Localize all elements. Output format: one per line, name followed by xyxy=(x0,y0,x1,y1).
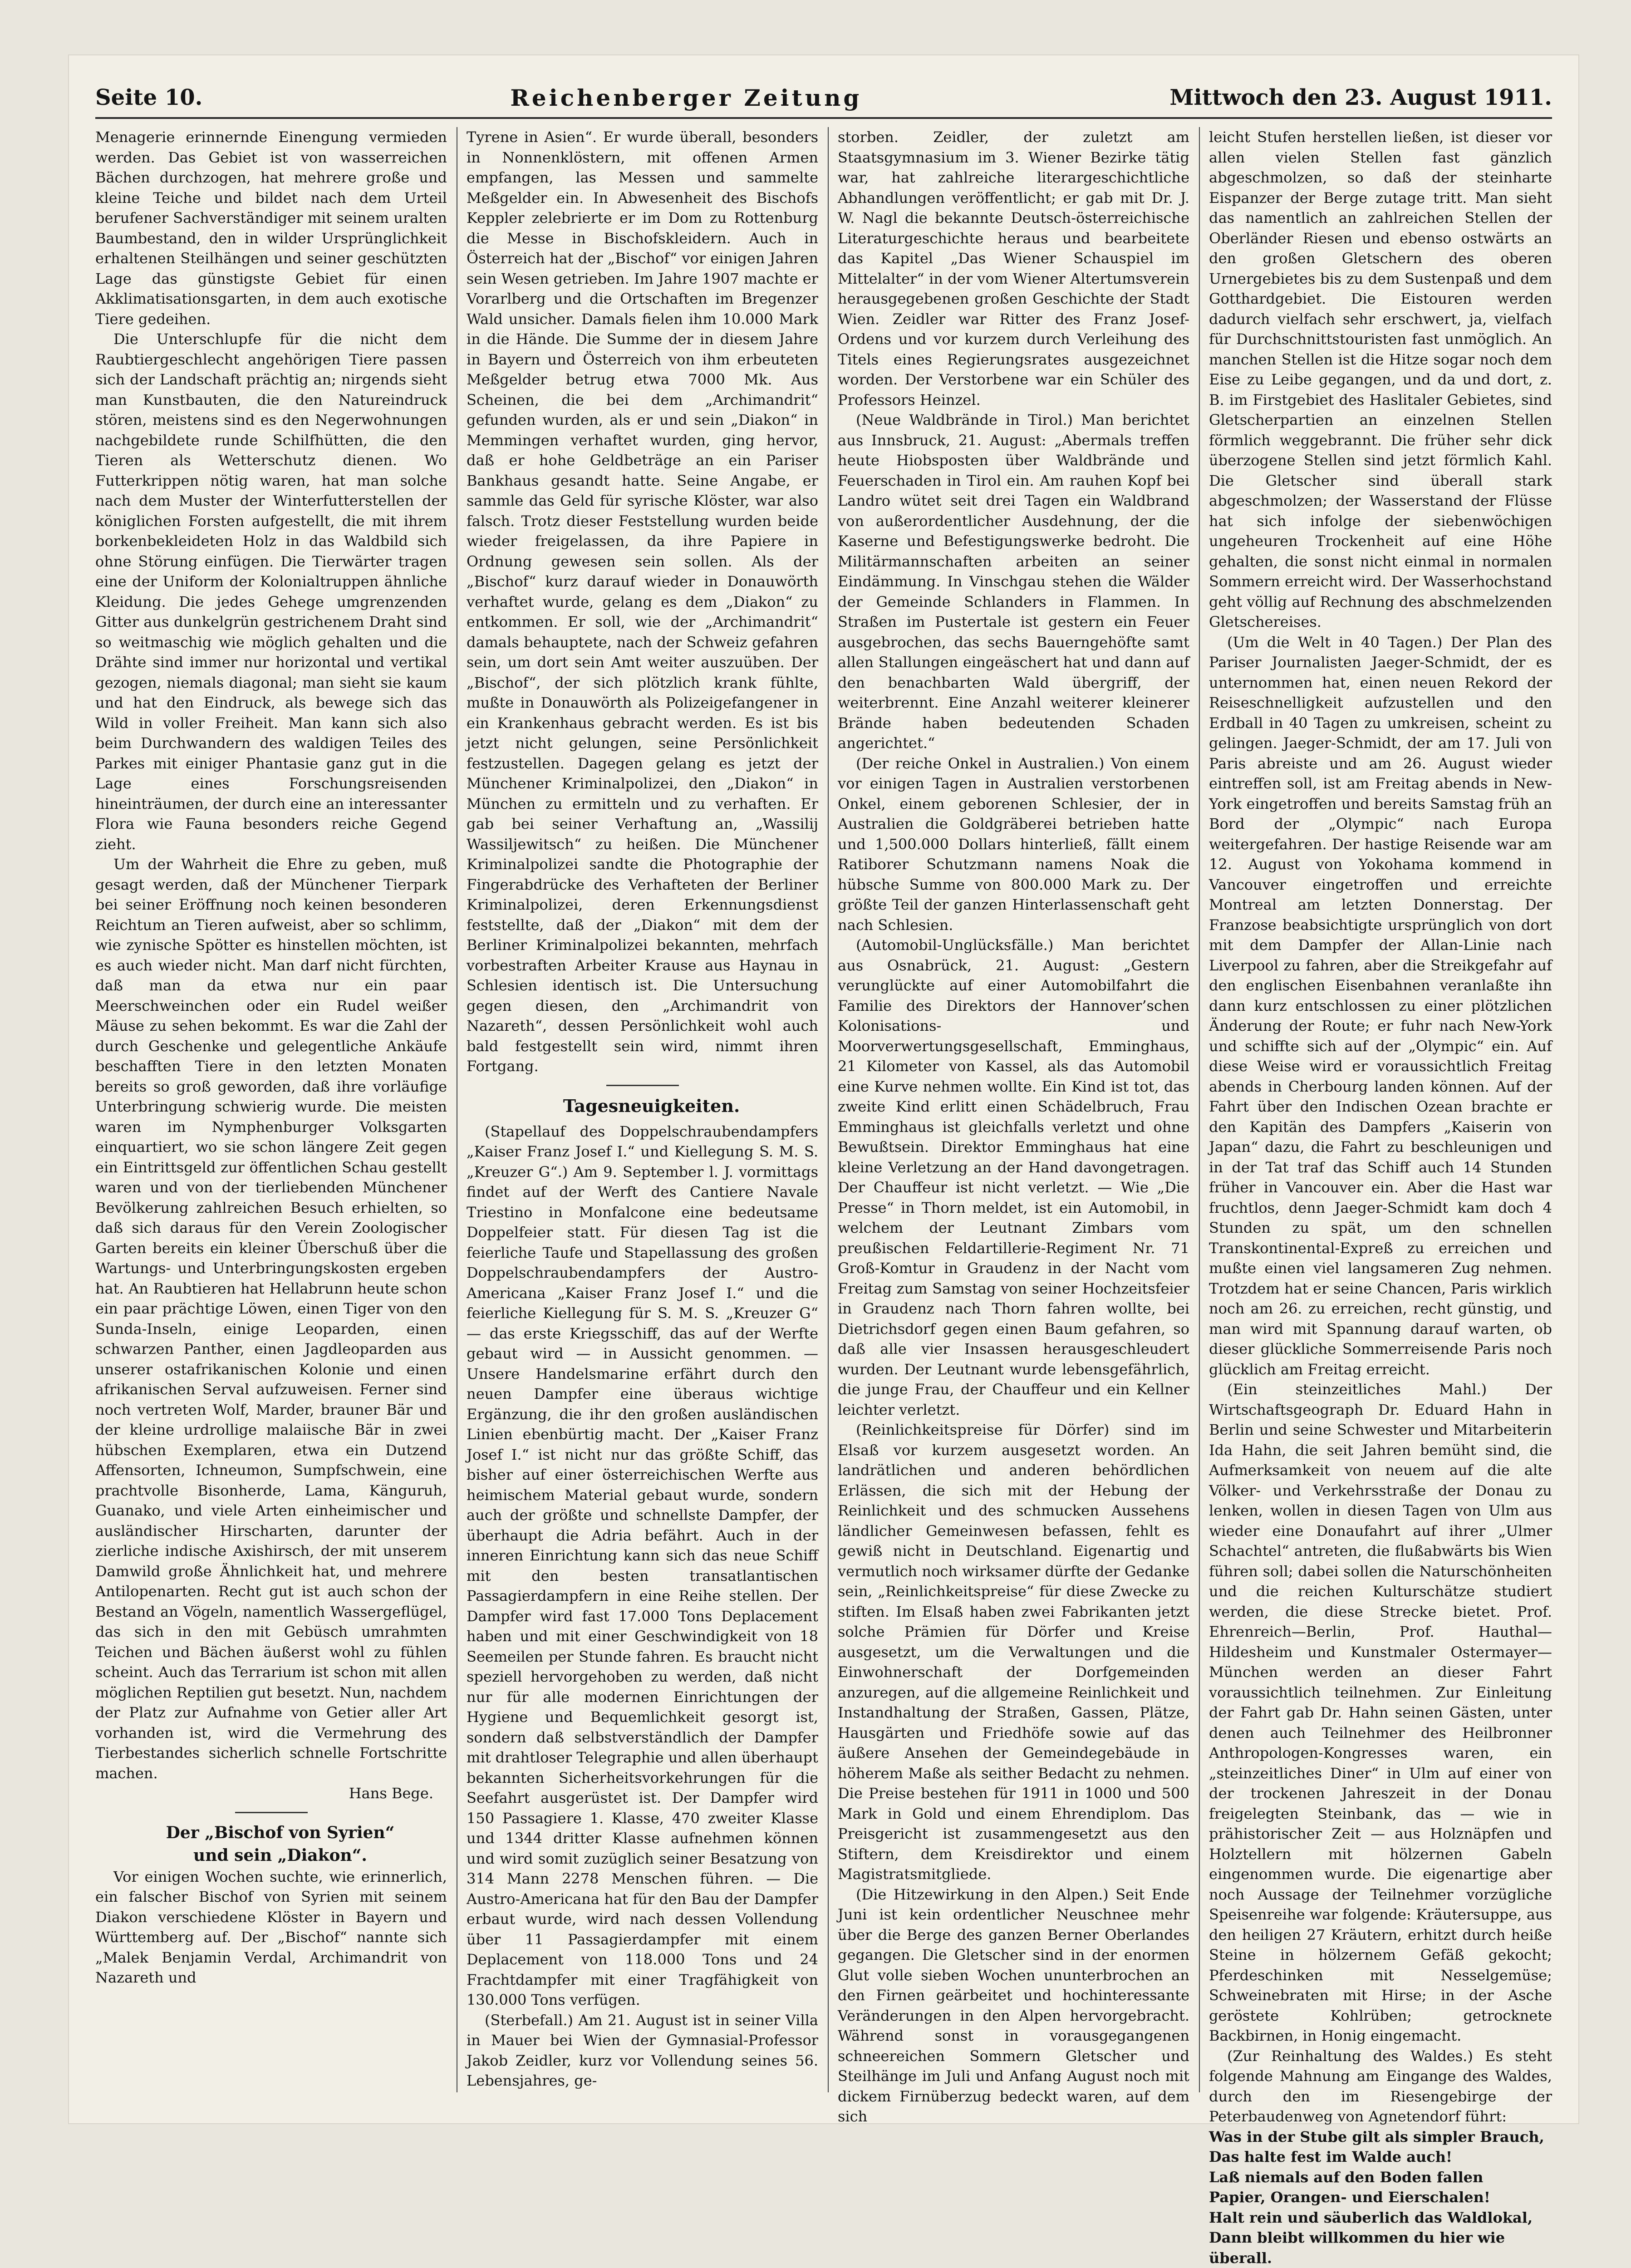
article-bishop-continued: Tyrene in Asien“. Er wurde überall, besonders in Nonnenklöstern, mit offenen Armen empfangen, las Messen und sammelte Meßgelder ein. In Abwesenheit des Bischofs Keppler zelebrierte er im Dom zu Rottenburg die Messe in Bischofskleidern. Auch in Österreich hat der „Bischof“ vor einigen Jahren sein Wesen getrieben. Im Jahre 1907 machte er Vorarlberg und die Ortschaften im Bregenzer Wald unsicher. Damals fielen ihm 10.000 Mark in die Hände. Die Summe der in diesem Jahre in Bayern und Österreich von ihm erbeuteten Meßgelder betrug etwa 7000 Mk. Aus Scheinen, die bei dem „Archimandrit“ gefunden wurden, als er und sein „Diakon“ in Memmingen verhaftet wurden, ging hervor, daß er hohe Geldbeträge an ein Pariser Bankhaus gesandt hatte. Seine Angabe, er sammle das Geld für syrische Klöster, war also falsch. Trotz dieser Feststellung wurden beide wieder freigelassen, da ihre Papiere in Ordnung gewesen sein sollen. Als der „Bischof“ kurz darauf wieder in Donauwörth verhaftet wurde, gelang es dem „Diakon“ zu entkommen. Er soll, wie der „Archimandrit“ damals behauptete, nach der Schweiz gefahren sein, um dort sein Amt weiter auszuüben. Der „Bischof“, der sich plötzlich krank fühlte, mußte in Donauwörth als Polizeigefangener in ein Krankenhaus gebracht werden. Es ist bis jetzt nicht gelungen, seine Persönlichkeit festzustellen. Dagegen gelang es jetzt der Münchener Kriminalpolizei, den „Diakon“ in München zu ermitteln und zu verhaften. Er gab bei seiner Verhaftung an, „Wassilij Wassiljewitsch“ zu heißen. Die Münchener Kriminalpolizei sandte die Photographie der Fingerabdrücke des Verhafteten der Berliner Kriminalpolizei, deren Erkennungsdienst feststellte, daß der „Diakon“ mit dem der Berliner Kriminalpolizei bekannten, mehrfach vorbestraften Arbeiter Krause aus Haynau in Schlesien identisch ist. Die Untersuchung gegen diesen, den „Archimandrit von Nazareth“, dessen Persönlichkeit wohl auch bald festgestellt sein wird, nimmt ihren Fortgang. xyxy=(467,128,818,1075)
column-1 xyxy=(95,127,447,2092)
newspaper-page xyxy=(68,54,1579,2267)
news-item: (Stapellauf des Doppelschraubendampfers „Kaiser Franz Josef I.“ und Kiellegung S. M. S. „Kreuzer G“.) Am 9. September l. J. vormittags findet auf der Werft des Cantiere Navale Triestino in Monfalcone eine bedeutsame Doppelfeier statt. Für diesen Tag ist die feierliche Taufe und Stapellassung des großen Doppelschraubendampfers der Austro-Americana „Kaiser Franz Josef I.“ und die feierliche Kiellegung für S. M. S. „Kreuzer G“ — das erste Kriegsschiff, das auf der Werfte gebaut wird — in Aussicht genommen. — Unsere Handelsmarine erfährt durch den neuen Dampfer eine überaus wichtige Ergänzung, die ihr den großen ausländischen Linien ebenbürtig macht. Der „Kaiser Franz Josef I.“ ist nicht nur das größte Schiff, das bisher auf einer österreichischen Werfte aus heimischem Material gebaut wurde, sondern auch der größte und schnellste Dampfer, der überhaupt die Adria befährt. Auch in der inneren Einrichtung kann sich das neue Schiff mit den besten transatlantischen Passagierdampfern in eine Reihe stellen. Der Dampfer wird fast 17.000 Tons Deplacement haben und mit einer Geschwindigkeit von 18 Seemeilen per Stunde fahren. Es braucht nicht speziell hervorgehoben zu werden, daß nicht nur für alle modernen Einrichtungen der Hygiene und Bequemlichkeit gesorgt ist, sondern daß selbstverständlich der Dampfer mit drahtloser Telegraphie und allen überhaupt bekannten Sicherheitsvorkehrungen für die Seefahrt ausgerüstet ist. Der Dampfer wird 150 Passagiere 1. Klasse, 470 zweiter Klasse und 1344 dritter Klasse aufnehmen können und wird somit zuzüglich seiner Besatzung von 314 Mann 2278 Menschen führen. — Die Austro-Americana hat für den Bau der Dampfer erbaut wurde, wird nach dessen Vollendung über 11 Passagierdampfer mit einem Deplacement von 118.000 Tons und 24 Frachtdampfer mit einer Tragfähigkeit von 130.000 Tons verfügen. xyxy=(467,1122,818,2008)
column-2 xyxy=(467,127,818,2092)
news-item: (Der reiche Onkel in Australien.) Von einem vor einigen Tagen in Australien verstorbenen Onkel, einem geborenen Schlesier, der in Australien die Goldgräberei betrieben hatte und 1,500.000 Dollars hinterließ, fällt einem Ratiborer Schutzmann namens Noak die hübsche Summe von 800.000 Mark zu. Der größte Teil der ganzen Hinterlassenschaft geht nach Schlesien. xyxy=(838,754,1189,934)
page-number: Seite 10. xyxy=(95,85,203,110)
news-item: (Um die Welt in 40 Tagen.) Der Plan des Pariser Journalisten Jaeger-Schmidt, der es unternommen hat, einen neuen Rekord der Reiseschnelligkeit aufzustellen und den Erdball in 40 Tagen zu umkreisen, scheint zu gelingen. Jaeger-Schmidt, der am 17. Juli von Paris abreiste und am 26. August wieder eintreffen soll, ist am Freitag abends in New-York eingetroffen und bereits Samstag früh an Bord der „Olympic“ nach Europa weitergefahren. Der hastige Reisende war am 12. August von Yokohama kommend in Vancouver eingetroffen und erreichte Montreal am letzten Donnerstag. Der Franzose beabsichtigte ursprünglich von dort mit dem Dampfer der Allan-Linie nach Liverpool zu fahren, aber die Streikgefahr auf den englischen Eisenbahnen veranlaßte ihn dann kurz entschlossen zu einer plötzlichen Änderung der Route; er fuhr nach New-York und schiffte sich auf der „Olympic“ ein. Auf diese Weise wird er voraussichtlich Freitag abends in Cherbourg landen können. Auf der Fahrt über den Indischen Ozean brachte er den Kapitän des Dampfers „Kaiserin von Japan“ dazu, die Fahrt zu beschleunigen und in der Tat traf das Schiff auch 14 Stunden früher in Vancouver ein. Aber die Hast war fruchtlos, denn Jaeger-Schmidt kam doch 4 Stunden zu spät, um den schnellen Transkontinental-Expreß zu erreichen und mußte einen viel langsameren Zug nehmen. Trotzdem hat er seine Chancen, Paris wirklich noch am 26. zu erreichen, recht günstig, und man wird mit Spannung darauf warten, ob dieser glückliche Sommerreisende Paris noch glücklich am Freitag erreicht. xyxy=(1209,633,1552,1378)
divider xyxy=(235,1812,308,1813)
news-item: (Die Hitzewirkung in den Alpen.) Seit Ende Juni ist kein ordentlicher Neuschnee mehr über die Berge des ganzen Berner Oberlandes gegangen. Die Gletscher sind in der enormen Glut volle sieben Wochen ununterbrochen an den Firnen geärbeitet und hochinteressante Veränderungen in den Alpen hervorgebracht. Während sonst in vorausgegangenen schneereichen Sommern Gletscher und Steilhänge im Juli und Anfang August noch mit dickem Firnüberzug bedeckt waren, auf dem sich xyxy=(838,1885,1189,2125)
news-item: (Reinlichkeitspreise für Dörfer) sind im Elsaß vor kurzem ausgesetzt worden. An landrätlichen und anderen behördlichen Erlässen, die sich mit der Hebung der Reinlichkeit und des schmucken Aussehens ländlicher Gemeinwesen befassen, fehlt es gewiß nicht in Deutschland. Eigenartig und vermutlich noch wirksamer dürfte der Gedanke sein, „Reinlichkeitspreise“ für diese Zwecke zu stiften. Im Elsaß haben zwei Fabrikanten jetzt solche Prämien für Dörfer und Kreise ausgesetzt, um die Verwaltungen und die Einwohnerschaft der Dorfgemeinden anzuregen, auf die allgemeine Reinlichkeit und Instandhaltung der Straßen, Gassen, Plätze, Hausgärten und Friedhöfe sowie auf das äußere Ansehen der Gemeindegebäude in höherem Maße als seither Bedacht zu nehmen. Die Preise bestehen für 1911 in 1000 und 500 Mark in Gold und einem Ehrendiplom. Das Preisgericht ist zusammengesetzt aus den Stiftern, dem Kreisdirektor und einem Magistratsmitgliede. xyxy=(838,1421,1189,1883)
column-separator xyxy=(1199,127,1200,2092)
verse-line: Dann bleibt willkommen du hier wie überall. xyxy=(1209,2229,1505,2267)
header-rule xyxy=(95,117,1552,119)
verse-line: Halt rein und säuberlich das Waldlokal, xyxy=(1209,2209,1533,2226)
article-zoo-continued: Menagerie erinnernde Einengung vermieden werden. Das Gebiet ist von wasserreichen Bächen durchzogen, hat mehrere große und kleine Teiche und bildet nach dem Urteil berufener Sachverständiger mit seinem uralten Baumbestand, den in wilder Ursprünglichkeit erhaltenen Steilhängen und seiner geschützten Lage das günstigste Gebiet für einen Akklimatisationsgarten, in dem auch exotische Tiere gedeihen. xyxy=(95,128,447,328)
article-title-line: und sein „Diakon“. xyxy=(193,1845,367,1865)
divider xyxy=(606,1085,679,1086)
issue-date: Mittwoch den 23. August 1911. xyxy=(1169,85,1552,110)
column-area xyxy=(95,127,1552,2267)
author-signature: Hans Bege. xyxy=(349,1785,433,1802)
column-separator xyxy=(828,127,829,2092)
newspaper-title: Reichenberger Zeitung xyxy=(510,84,862,111)
column-3 xyxy=(838,127,1189,2125)
article-zoo-paragraph: Die Unterschlupfe für die nicht dem Raubtiergeschlecht angehörigen Tiere passen sich der Landschaft prächtig an; nirgends sieht man Kunstbauten, die den Natureindruck stören, meistens sind es den Negerwohnungen nachgebildete runde Schilfhütten, die den Tieren als Wetterschutz dienen. Wo Futterkrippen nötig waren, hat man solche nach dem Muster der Winterfutterstellen der königlichen Forsten aufgestellt, die mit ihrem borkenbekleideten Holz in das Waldbild sich ohne Störung einfügen. Die Tierwärter tragen eine der Uniform der Kolonialtruppen ähnliche Kleidung. Die jedes Gehege umgrenzenden Gitter aus dunkelgrün gestrichenem Draht sind so weitmaschig wie möglich gehalten und die Drähte sind immer nur horizontal und vertikal gezogen, niemals diagonal; man sieht sie kaum und hat den Eindruck, als bewege sich das Wild in voller Freiheit. Man kann sich also beim Durchwandern des waldigen Teiles des Parkes mit einiger Phantasie ganz gut in die Lage eines Forschungsreisenden hineinträumen, der durch eine an interessanter Flora wie Fauna besonders reiche Gegend zieht. xyxy=(95,330,447,853)
column-4 xyxy=(1209,127,1552,2267)
news-item-continued: storben. Zeidler, der zuletzt am Staatsgymnasium im 3. Wiener Bezirke tätig war, hat zahlreiche literargeschichtliche Abhandlungen veröffentlicht; er gab mit Dr. J. W. Nagl die bekannte Deutsch-österreichische Literaturgeschichte heraus und bearbeitete das Kapitel „Das Wiener Schauspiel im Mittelalter“ in der vom Wiener Altertumsverein herausgegebenen großen Geschichte der Stadt Wien. Zeidler war Ritter des Franz Josef-Ordens und vor kurzem durch Verleihung des Titels eines Regierungsrates ausgezeichnet worden. Der Verstorbene war ein Schüler des Professors Heinzel. xyxy=(838,128,1189,408)
page-header xyxy=(95,82,1552,113)
news-item: (Sterbefall.) Am 21. August ist in seiner Villa in Mauer bei Wien der Gymnasial-Professor Jakob Zeidler, kurz vor Vollendung seines 56. Lebensjahres, ge- xyxy=(467,2011,818,2089)
news-item-continued: leicht Stufen herstellen ließen, ist dieser vor allen vielen Stellen fast gänzlich abgeschmolzen, so daß der steinharte Eispanzer der Berge zutage tritt. Man sieht das namentlich an zahlreichen Stellen der Oberländer Riesen und ebenso ostwärts an den großen Gletschern des oberen Urnergebietes bis zu dem Sustenpaß und dem Gotthardgebiet. Die Eistouren werden dadurch vielfach sehr erschwert, ja, vielfach für Durchschnittstouristen fast unmöglich. An manchen Stellen ist die Hitze sogar noch dem Eise zu Leibe gegangen, und da und dort, z. B. im Firstgebiet des Haslitaler Gebietes, sind Gletscherpartien an einzelnen Stellen förmlich weggebrannt. Die früher sehr dick überzogene Stellen sind jetzt förmlich Kahl. Die Gletscher sind überall stark abgeschmolzen; der Wasserstand der Flüsse hat sich infolge der siebenwöchigen ungeheuren Trockenheit auf eine Höhe gehalten, die sonst nicht einmal in normalen Sommern erreicht wird. Der Wasserhochstand geht völlig auf Rechnung des abschmelzenden Gletschereises. xyxy=(1209,128,1552,630)
verse-line: Papier, Orangen- und Eierschalen! xyxy=(1209,2189,1490,2206)
article-bishop-paragraph: Vor einigen Wochen suchte, wie erinnerlich, ein falscher Bischof von Syrien mit seinem Diakon verschiedene Klöster in Bayern und Württemberg auf. Der „Bischof“ nannte sich „Malek Benjamin Verdal, Archimandrit von Nazareth und xyxy=(95,1868,447,1986)
article-zoo-paragraph: Um der Wahrheit die Ehre zu geben, muß gesagt werden, daß der Münchener Tierpark bei seiner Eröffnung noch keinen besonderen Reichtum an Tieren aufweist, aber so schlimm, wie zynische Spötter es hinstellen möchten, ist es auch wieder nicht. Man darf nicht fürchten, daß man da etwa nur ein paar Meerschweinchen oder ein Rudel weißer Mäuse zu sehen bekommt. Es war die Zahl der durch Geschenke und gelegentliche Ankäufe beschafften Tiere in den letzten Monaten bereits so groß geworden, daß ihre vorläufige Unterbringung schwierig wurde. Die meisten waren im Nymphenburger Volksgarten einquartiert, wo sie schon längere Zeit gegen ein Eintrittsgeld zur öffentlichen Schau gestellt waren und von der tierliebenden Münchener Bevölkerung zahlreichen Besuch erhielten, so daß sich daraus für den Verein Zoologischer Garten bereits ein kleiner Überschuß über die Wartungs- und Unterbringungskosten ergeben hat. An Raubtieren hat Hellabrunn heute schon ein paar prächtige Löwen, einen Tiger von den Sunda-Inseln, einige Leoparden, einen schwarzen Panther, einen Jagdleoparden aus unserer ostafrikanischen Kolonie und einen afrikanischen Serval aufzuweisen. Ferner sind noch vertreten Wolf, Marder, brauner Bär und der kleine urdrollige malaiische Bär in zwei hübschen Exemplaren, etwa ein Dutzend Affensorten, Ichneumon, Sumpfschwein, eine prachtvolle Bisonherde, Lama, Känguruh, Guanako, und viele Arten einheimischer und ausländischer Hirscharten, darunter der zierliche indische Axishirsch, der mit unserem Damwild große Ähnlichkeit hat, und mehrere Antilopenarten. Recht gut ist auch schon der Bestand an Vögeln, namentlich Wassergeflügel, das sich in den mit Gebüsch umrahmten Teichen und Bächen äußerst wohl zu fühlen scheint. Auch das Terrarium ist schon mit allen möglichen Reptilien gut besetzt. Nun, nachdem der Platz zur Aufnahme von Getier aller Art vorhanden ist, wird die Vermehrung des Tierbestandes sicherlich schnelle Fortschritte machen. xyxy=(95,856,447,1782)
article-title-line: Der „Bischof von Syrien“ xyxy=(166,1823,395,1842)
news-item: (Ein steinzeitliches Mahl.) Der Wirtschaftsgeograph Dr. Eduard Hahn in Berlin und seine Schwester und Mitarbeiterin Ida Hahn, die seit Jahren bemüht sind, die Aufmerksamkeit von neuem auf die alte Völker- und Verkehrsstraße der Donau zu lenken, wollen in diesen Tagen von Ulm aus wieder eine Donaufahrt auf ihrer „Ulmer Schachtel“ antreten, die flußabwärts bis Wien führen soll; dabei sollen die Naturschönheiten und die reichen Kulturschätze studiert werden, die diese Strecke bietet. Prof. Ehrenreich—Berlin, Prof. Hauthal—Hildesheim und Kunstmaler Ostermayer—München werden an dieser Fahrt voraussichtlich teilnehmen. Zur Einleitung der Fahrt gab Dr. Hahn seinen Gästen, unter denen auch Teilnehmer des Heilbronner Anthropologen-Kongresses waren, ein „steinzeitliches Diner“ in Ulm auf einer von der trockenen Jahreszeit in der Donau freigelegten Steinbank, das — wie in prähistorischer Zeit — aus Holznäpfen und Holztellern mit hölzernen Gabeln eingenommen wurde. Die eigenartige aber noch Aussage der Teilnehmer vorzügliche Speisenreihe war folgende: Kräutersuppe, aus den heiligen 27 Kräutern, erhitzt durch heiße Steine in hölzernem Gefäß gekocht; Pferdeschinken mit Nesselgemüse; Schweinebraten mit Hirse; in der Asche geröstete Kohlrüben; getrocknete Backbirnen, in Honig eingemacht. xyxy=(1209,1381,1552,2044)
news-item: (Zur Reinhaltung des Waldes.) Es steht folgende Mahnung am Eingange des Waldes, durch den im Riesengebirge der Peterbaudenweg von Agnetendorf führt: xyxy=(1209,2047,1552,2125)
verse-line: Was in der Stube gilt als simpler Brauch, xyxy=(1209,2128,1544,2145)
section-title: Tagesneuigkeiten. xyxy=(563,1095,740,1116)
news-item: (Automobil-Unglücksfälle.) Man berichtet aus Osnabrück, 21. August: „Gestern verunglückte auf einer Automobilfahrt die Familie des Direktors der Hannover’schen Kolonisations- und Moorverwertungsgesellschaft, Emminghaus, 21 Kilometer von Kassel, als das Automobil eine Kurve nehmen wollte. Ein Kind ist tot, das zweite Kind erlitt einen Schädelbruch, Frau Emminghaus ist gleichfalls verletzt und ohne Bewußtsein. Direktor Emminghaus hat eine kleine Verletzung an der Hand davongetragen. Der Chauffeur ist nicht verletzt. — Wie „Die Presse“ in Thorn meldet, ist ein Automobil, in welchem der Leutnant Zimbars vom preußischen Feldartillerie-Regiment Nr. 71 Groß-Komtur in Graudenz in der Nacht vom Freitag zum Samstag von seiner Hochzeitsfeier in Graudenz nach Thorn fahren wollte, bei Dietrichsdorf gegen einen Baum gefahren, so daß alle vier Insassen herausgeschleudert wurden. Der Leutnant wurde lebensgefährlich, die junge Frau, der Chauffeur und ein Kellner leichter verletzt. xyxy=(838,936,1189,1418)
verse-line: Laß niemals auf den Boden fallen xyxy=(1209,2168,1484,2186)
news-item: (Neue Waldbrände in Tirol.) Man berichtet aus Innsbruck, 21. August: „Abermals treffen heute Hiobsposten über Waldbrände und Feuerschaden in Tirol ein. Am rauhen Kopf bei Landro wütet seit drei Tagen ein Waldbrand von außerordentlicher Ausdehnung, der die Kaserne und Befestigungswerke bedroht. Die Militärmannschaften arbeiten an seiner Eindämmung. In Vinschgau stehen die Wälder der Gemeinde Schlanders in Flammen. In Straßen im Pustertale ist gestern ein Feuer ausgebrochen, das sechs Bauerngehöfte samt allen Stallungen eingeäschert hat und dann auf den benachbarten Wald übergriff, der weiterbrennt. Eine Anzahl weiterer kleinerer Brände haben bedeutenden Schaden angerichtet.“ xyxy=(838,411,1189,752)
verse-line: Das halte fest im Walde auch! xyxy=(1209,2148,1453,2165)
